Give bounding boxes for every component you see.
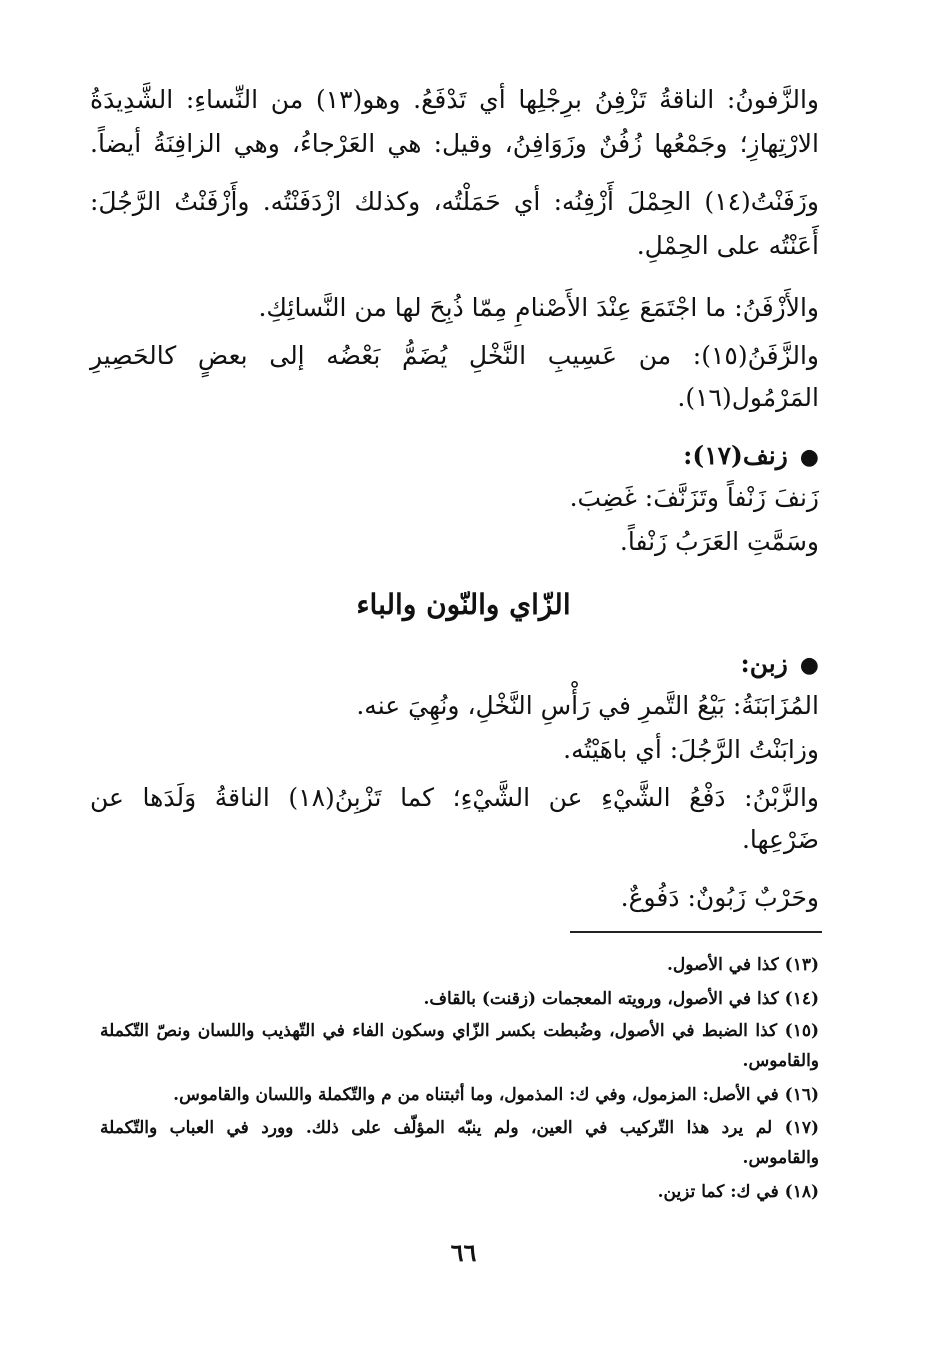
text-line: وحَرْبٌ زَبُونٌ: دَفُوعٌ. bbox=[620, 883, 819, 912]
section-heading: الزّاي والنّون والباء bbox=[356, 588, 571, 621]
footnote: والقاموس. bbox=[742, 1148, 819, 1168]
footnote: (١٦) في الأصل: المزمول، وفي ك: المذمول، وما أثبتناه من م والتّكملة واللسان والقاموس. bbox=[173, 1085, 819, 1105]
text-line: وسَمَّتِ العَرَبُ زَنْفاً. bbox=[619, 527, 819, 556]
text-line: المُزَابَنَةُ: بَيْعُ التَّمرِ في رَأْسِ النَّخْلِ، ونُهِيَ عنه. bbox=[356, 691, 819, 720]
text-line: والزَّبْنُ: دَفْعُ الشَّيْءِ عن الشَّيْءِ؛ كما تَزْبِنُ(١٨) الناقةُ وَلَدَها عن bbox=[90, 783, 819, 812]
footnote: (١٤) كذا في الأصول، ورويته المعجمات (زقنت) بالقاف. bbox=[423, 989, 819, 1009]
text-line: المَرْمُول(١٦). bbox=[677, 383, 819, 412]
entry-label: زنف(١٧): bbox=[683, 441, 788, 470]
entry-headword bbox=[683, 436, 819, 477]
footnote-divider bbox=[570, 931, 822, 933]
text-line: والزَّفَنُ(١٥): من عَسِيبِ النَّخْلِ يُضَمُّ بَعْضُه إلى بعضٍ كالحَصِيرِ bbox=[90, 341, 819, 370]
text-line: أَعَنْتُه على الحِمْلِ. bbox=[636, 231, 819, 260]
bullet-icon: ● bbox=[799, 652, 819, 678]
text-line: زَنفَ زَنْفاً وتَزَنَّفَ: غَضِبَ. bbox=[569, 483, 819, 512]
text-line: والأَزْفَنُ: ما اجْتَمَعَ عِنْدَ الأَصْنامِ مِمّا ذُبِحَ لها من النَّسائِكِ. bbox=[258, 293, 819, 322]
bullet-icon: ● bbox=[799, 444, 819, 470]
text-line: الارْتِهازِ؛ وجَمْعُها زُفُنٌ وزَوَافِنُ، وقيل: هي العَرْجاءُ، وهي الزافِنَةُ أيضاً. bbox=[90, 129, 819, 158]
text-line: وزَفَنْتُ(١٤) الحِمْلَ أَزْفِنُه: أي حَمَلْتُه، وكذلك ازْدَفَنْتُه. وأَزْفَنْتُ الرَّجُلَ: bbox=[90, 187, 819, 216]
footnote: والقاموس. bbox=[742, 1051, 819, 1071]
footnote: (١٨) في ك: كما تزين. bbox=[657, 1182, 819, 1202]
entry-label: زبن: bbox=[740, 649, 788, 678]
footnote: (١٥) كذا الضبط في الأصول، وضُبطت بكسر الزّاي وسكون الفاء في التّهذيب واللسان ونصّ التّكملة bbox=[100, 1021, 819, 1041]
text-line: ضَرْعِها. bbox=[741, 825, 819, 854]
entry-headword bbox=[741, 644, 820, 685]
text-line: والزَّفونُ: الناقةُ تَزْفِنُ برِجْلِها أي تَدْفَعُ. وهو(١٣) من النِّساءِ: الشَّدِيدَةُ bbox=[90, 85, 819, 114]
footnote: (١٣) كذا في الأصول. bbox=[666, 955, 819, 975]
text-line: وزابَنْتُ الرَّجُلَ: أي باهَيْتُه. bbox=[563, 735, 819, 764]
footnote: (١٧) لم يرد هذا التّركيب في العين، ولم ينبّه المؤلّف على ذلك. وورد في العباب والتّكملة bbox=[100, 1118, 819, 1138]
page-number: ٦٦ bbox=[450, 1238, 477, 1267]
